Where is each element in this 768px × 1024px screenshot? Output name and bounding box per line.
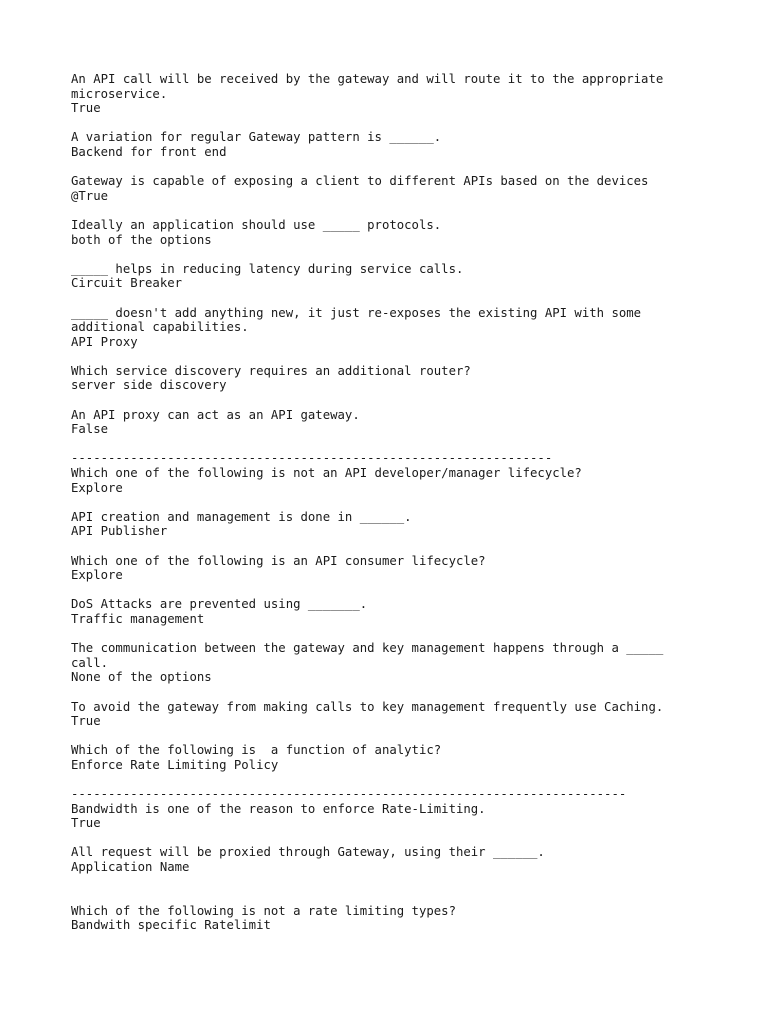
answer-text: Backend for front end [71,144,227,159]
question-text: Gateway is capable of exposing a client to different APIs based on the devices [71,174,649,189]
qa-item [71,510,691,539]
question-text: An API proxy can act as an API gateway. [71,407,360,422]
question-text: All request will be proxied through Gateway, using their ______. [71,845,545,860]
qa-item [71,904,691,933]
qa-item [71,743,691,772]
answer-text: Circuit Breaker [71,276,183,291]
question-text: _____ helps in reducing latency during service calls. [71,261,464,276]
question-text: Which service discovery requires an additional router? [71,363,471,378]
qa-item [71,364,691,393]
answer-text: Explore [71,480,123,495]
answer-text: True [71,816,101,831]
qa-item [71,802,691,831]
question-text: Which one of the following is not an API developer/manager lifecycle? [71,466,582,481]
answer-text: None of the options [71,670,212,685]
answer-text: API Proxy [71,334,138,349]
answer-text: server side discovery [71,378,227,393]
qa-item [71,218,691,247]
qa-item [71,130,691,159]
question-text: The communication between the gateway and key management happens through a _____ [71,641,664,656]
question-text: additional capabilities. [71,320,249,335]
question-text: Bandwidth is one of the reason to enforce Rate-Limiting. [71,801,486,816]
answer-text: False [71,422,109,437]
answer-text: @True [71,188,109,203]
qa-item [71,845,691,874]
qa-item [71,700,691,729]
document-page [71,72,691,948]
question-text: An API call will be received by the gateway and will route it to the appropriate [71,72,664,86]
section-separator: --------------------------------------------------------------------------- [71,787,627,802]
question-text: microservice. [71,86,168,101]
question-text: To avoid the gateway from making calls to key management frequently use Caching. [71,699,664,714]
question-text: API creation and management is done in ______. [71,509,412,524]
answer-text: Enforce Rate Limiting Policy [71,757,279,772]
question-text: _____ doesn't add anything new, it just re-exposes the existing API with some [71,305,642,320]
qa-item [71,597,691,626]
qa-item [71,408,691,437]
qa-item [71,306,691,350]
answer-text: Bandwith specific Ratelimit [71,918,271,933]
question-text: Which of the following is not a rate limiting types? [71,903,456,918]
section-separator: ----------------------------------------------------------------- [71,451,553,466]
qa-item [71,174,691,203]
answer-text: both of the options [71,232,212,247]
answer-text: API Publisher [71,524,168,539]
question-text: A variation for regular Gateway pattern is ______. [71,130,442,145]
qa-item [71,554,691,583]
qa-item [71,466,691,495]
answer-text: Explore [71,568,123,583]
qa-item [71,262,691,291]
question-text: call. [71,655,109,670]
answer-text: Application Name [71,860,190,875]
question-text: Ideally an application should use _____ protocols. [71,217,442,232]
qa-item [71,72,691,116]
question-text: DoS Attacks are prevented using _______. [71,597,368,612]
qa-item [71,641,691,685]
question-text: Which of the following is a function of analytic? [71,743,442,758]
answer-text: True [71,101,101,116]
answer-text: Traffic management [71,611,205,626]
answer-text: True [71,714,101,729]
question-text: Which one of the following is an API consumer lifecycle? [71,553,486,568]
